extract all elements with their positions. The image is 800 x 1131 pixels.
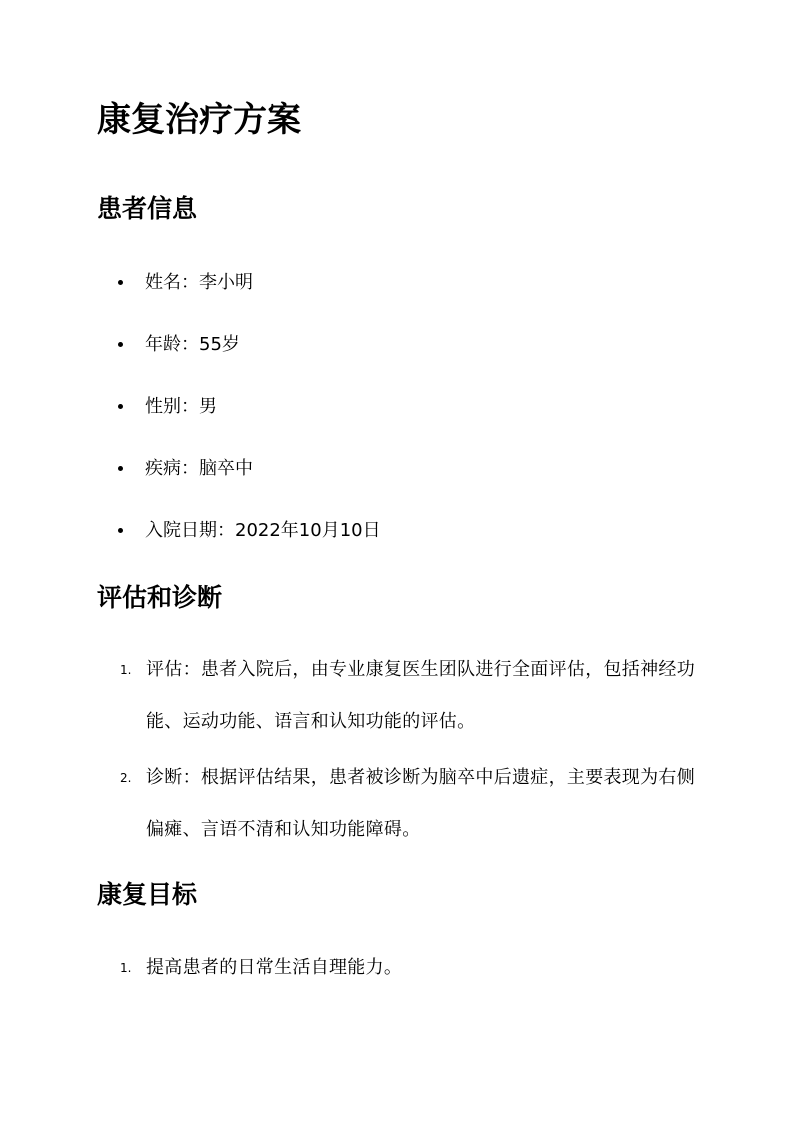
document-title: 康复治疗方案: [97, 100, 301, 140]
list-number: 2.: [120, 771, 132, 785]
section-heading-patient-info: 患者信息: [97, 194, 198, 223]
diagnosis-text: 诊断：根据评估结果，患者被诊断为脑卒中后遗症，主要表现为右侧偏瘫、言语不清和认知功能障碍。: [146, 767, 695, 840]
bullet-icon: [118, 528, 123, 533]
bullet-icon: [118, 280, 123, 285]
patient-name: 姓名：李小明: [145, 272, 253, 293]
bullet-icon: [118, 466, 123, 471]
assessment-text: 评估：患者入院后，由专业康复医生团队进行全面评估，包括神经功能、运动功能、语言和认知功能的评估。: [146, 659, 695, 732]
section-heading-goals: 康复目标: [97, 880, 198, 909]
list-number: 1.: [120, 961, 132, 975]
admission-date: 入院日期：2022年10月10日: [145, 520, 381, 541]
goal-text: 提高患者的日常生活自理能力。: [146, 957, 403, 978]
list-number: 1.: [120, 663, 132, 677]
list-item: [120, 942, 700, 994]
patient-disease: 疾病：脑卒中: [145, 458, 253, 479]
section-heading-assessment: 评估和诊断: [97, 583, 223, 612]
bullet-icon: [118, 404, 123, 409]
patient-age: 年龄：55岁: [145, 334, 240, 355]
list-item: [120, 644, 700, 748]
bullet-icon: [118, 342, 123, 347]
list-item: [120, 752, 700, 856]
patient-gender: 性别：男: [145, 396, 217, 417]
